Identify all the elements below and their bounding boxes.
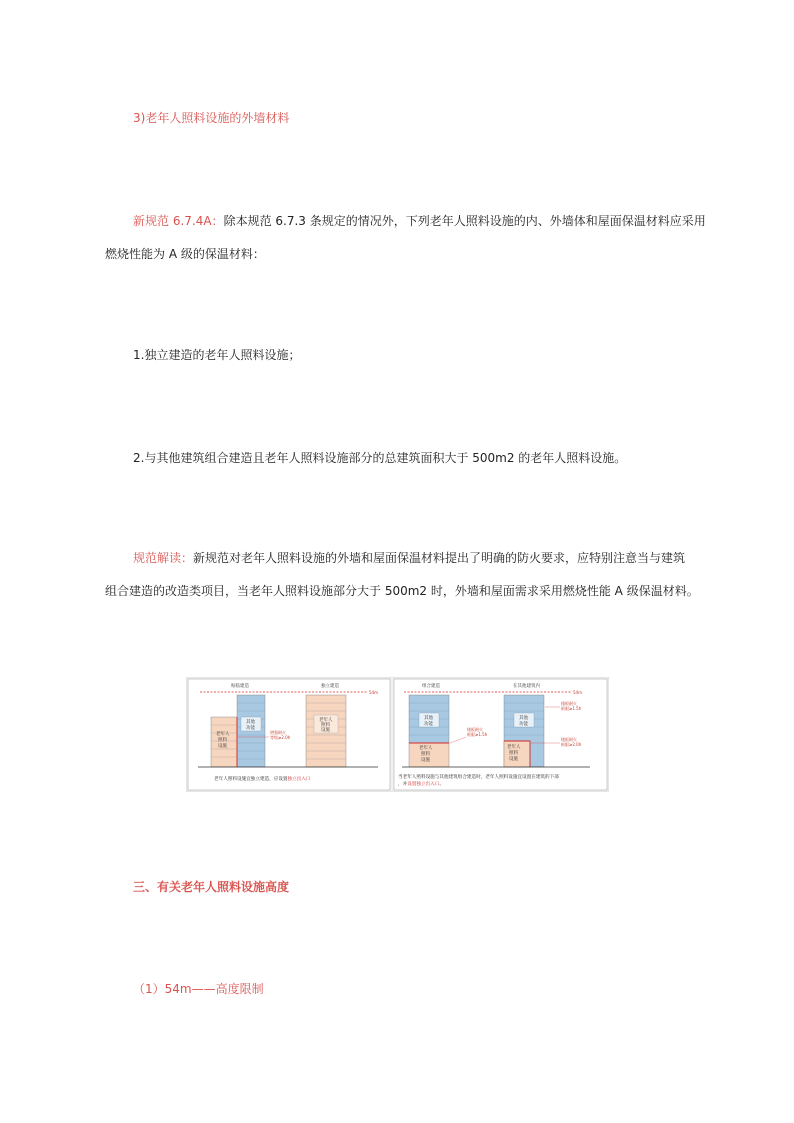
left-caption: 老年人照料设施宜独立建造，应设置独立出入口	[214, 777, 311, 782]
host-upper-label-1: 其他	[519, 716, 528, 721]
combined-lower-label-1: 老年人	[419, 746, 433, 751]
combined-upper-label-2: 功能	[424, 722, 433, 727]
building-diagram-svg	[186, 677, 609, 792]
right-note-top-1: 楼板耐火	[467, 727, 483, 732]
host-lower-label-1: 老年人	[507, 745, 521, 750]
indep-building-label-2: 照料	[321, 723, 330, 728]
interpretation-text-2: 组合建造的改造类项目，当老年人照料设施部分大于 500m2 时，外墙和屋面需求采用燃烧性能 A 级保温材料。	[105, 584, 699, 598]
low-building-label-3: 设施	[218, 744, 227, 749]
clause-text-1: 除本规范 6.7.3 条规定的情况外，下列老年人照料设施的内、外墙体和屋面保温材料应采用	[223, 214, 706, 228]
right-note-b-top-2: 极限≥1.5h	[561, 706, 582, 711]
low-building-label-2: 照料	[218, 738, 227, 743]
right-height-mark: 54m	[573, 690, 582, 695]
combined-upper-label-1: 其他	[424, 716, 433, 721]
right-note-b-top-1: 楼板耐火	[561, 701, 577, 706]
low-building-label-1: 老年人	[216, 732, 230, 737]
list-item-2: 2.与其他建筑组合建造且老年人照料设施部分的总建筑面积大于 500m2 的老年人照料设施。	[133, 451, 627, 465]
sub-heading-height-limit: （1）54m——高度限制	[133, 982, 264, 996]
clause-text-2: 燃烧性能为 A 级的保温材料：	[105, 247, 265, 261]
indep-building-label-3: 设施	[321, 728, 330, 733]
host-upper-label-2: 功能	[519, 722, 528, 727]
right-header-a: 组合建造	[422, 684, 440, 689]
right-note-bottom-2: 极限≥2.0h	[561, 742, 582, 747]
clause-label: 新规范 6.7.4A：	[133, 214, 224, 228]
interpretation-text-1: 新规范对老年人照料设施的外墙和屋面保温材料提出了明确的防火要求，应特别注意当与建筑	[193, 551, 686, 565]
right-note-top-2: 极限≥1.5h	[467, 732, 488, 737]
left-note-1: 增强耐火	[270, 730, 286, 735]
interpretation-label: 规范解读：	[133, 551, 194, 565]
left-note-2: 等级≥2.0h	[270, 735, 291, 740]
left-height-mark: 54m	[369, 690, 378, 695]
right-caption-line-2: ，并设置独立出入口。	[398, 782, 444, 787]
right-caption-line-1: 当老年人照料设施与其他建筑组合建造时，老年人照料设施宜设置在建筑的下部	[398, 775, 559, 780]
clause-line-1	[133, 211, 706, 231]
right-note-bottom-1: 楼板耐火	[561, 737, 577, 742]
interpretation-line-1	[133, 548, 685, 568]
combined-lower-label-2: 照料	[421, 752, 430, 757]
list-item-1: 1.独立建造的老年人照料设施；	[133, 348, 301, 362]
right-header-b: 在其他建筑内	[513, 684, 540, 689]
subsection-heading-exterior-wall: 3)老年人照料设施的外墙材料	[133, 111, 290, 125]
host-lower-label-3: 设施	[509, 757, 518, 762]
combined-lower-label-3: 设施	[421, 758, 430, 763]
left-header-b: 独立建造	[321, 684, 339, 689]
left-header-a: 贴临建造	[231, 684, 249, 689]
indep-building-label-1: 老年人	[319, 718, 333, 723]
tall-building-label-1: 其他	[246, 720, 255, 725]
tall-building-label-2: 功能	[246, 726, 255, 731]
host-lower-label-2: 照料	[509, 751, 518, 756]
section-heading-height: 三、有关老年人照料设施高度	[133, 880, 290, 894]
building-diagram-figure	[186, 677, 609, 792]
